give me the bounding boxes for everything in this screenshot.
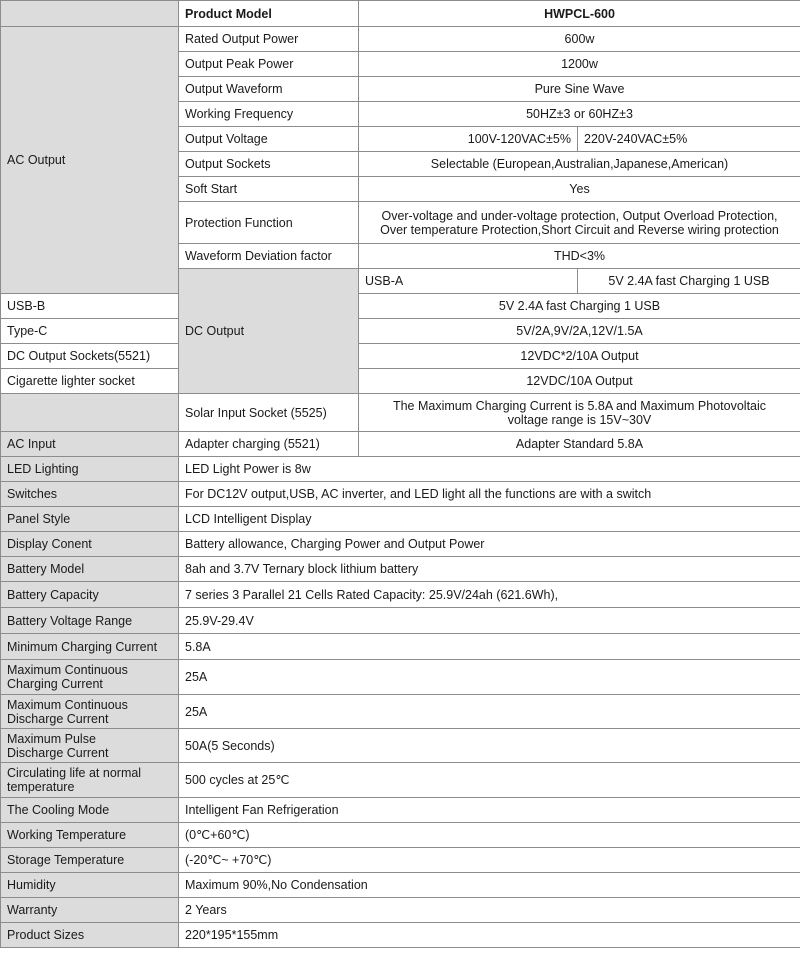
label-line: Maximum Continuous	[7, 663, 128, 677]
label-line: Maximum Pulse	[7, 731, 96, 746]
spec-value: 2 Years	[179, 898, 800, 923]
category-ac-input: AC Input	[1, 432, 179, 457]
spec-value: Adapter Standard 5.8A	[359, 432, 800, 457]
spec-label: USB-A	[359, 269, 578, 294]
spec-value: LCD Intelligent Display	[179, 507, 800, 532]
spec-value: 1200w	[359, 52, 800, 77]
table-row	[1, 634, 800, 660]
table-row	[1, 823, 800, 848]
spec-category: Warranty	[1, 898, 179, 923]
table-row	[1, 369, 800, 394]
spec-label: Waveform Deviation factor	[179, 244, 359, 269]
label-line: Charging Current	[7, 677, 103, 691]
label-line: Discharge Current	[7, 745, 109, 760]
category-solar	[1, 394, 179, 432]
spec-category: Switches	[1, 482, 179, 507]
spec-value: 25.9V-29.4V	[179, 608, 800, 634]
spec-label: Type-C	[1, 319, 179, 344]
table-row	[1, 582, 800, 608]
table-row	[1, 729, 800, 763]
spec-category: Battery Voltage Range	[1, 608, 179, 634]
spec-value: 600w	[359, 27, 800, 52]
label-line: Maximum Continuous	[7, 697, 128, 712]
spec-label: Output Waveform	[179, 77, 359, 102]
table-row	[1, 763, 800, 798]
spec-label: Output Sockets	[179, 152, 359, 177]
spec-label: USB-B	[1, 294, 179, 319]
table-row	[1, 432, 800, 457]
spec-label: Output Peak Power	[179, 52, 359, 77]
table-row	[1, 394, 800, 432]
spec-label: DC Output Sockets(5521)	[1, 344, 179, 369]
spec-category: Battery Capacity	[1, 582, 179, 608]
spec-value: 7 series 3 Parallel 21 Cells Rated Capacity: 25.9V/24ah (621.6Wh),	[179, 582, 800, 608]
table-row	[1, 319, 800, 344]
spec-label: Cigarette lighter socket	[1, 369, 179, 394]
spec-value: For DC12V output,USB, AC inverter, and LED light all the functions are with a switch	[179, 482, 800, 507]
table-row	[1, 695, 800, 729]
spec-value: 5V/2A,9V/2A,12V/1.5A	[359, 319, 800, 344]
spec-category: Storage Temperature	[1, 848, 179, 873]
spec-category-multiline	[1, 660, 179, 695]
spec-category: The Cooling Mode	[1, 798, 179, 823]
spec-value: Pure Sine Wave	[359, 77, 800, 102]
table-row	[1, 848, 800, 873]
spec-value: 220*195*155mm	[179, 923, 800, 948]
table-row	[1, 873, 800, 898]
spec-category: Battery Model	[1, 557, 179, 582]
category-ac-output: AC Output	[1, 27, 179, 294]
table-row	[1, 608, 800, 634]
spec-value: 500 cycles at 25℃	[179, 763, 800, 798]
spec-category-multiline	[1, 729, 179, 763]
spec-value: 25A	[179, 660, 800, 695]
value-line: voltage range is 15V~30V	[507, 412, 652, 427]
spec-label: Adapter charging (5521)	[179, 432, 359, 457]
spec-value: 12VDC/10A Output	[359, 369, 800, 394]
spec-category: Panel Style	[1, 507, 179, 532]
table-row	[1, 923, 800, 948]
spec-value: LED Light Power is 8w	[179, 457, 800, 482]
spec-category: LED Lighting	[1, 457, 179, 482]
header-row	[1, 1, 800, 27]
table-row	[1, 660, 800, 695]
spec-category: Humidity	[1, 873, 179, 898]
label-line: Discharge Current	[7, 711, 109, 726]
spec-label: Protection Function	[179, 202, 359, 244]
spec-label: Solar Input Socket (5525)	[179, 394, 359, 432]
spec-label: Soft Start	[179, 177, 359, 202]
table-row	[1, 507, 800, 532]
spec-value: 5.8A	[179, 634, 800, 660]
spec-label: Output Voltage	[179, 127, 359, 152]
table-row	[1, 532, 800, 557]
value-line: Over-voltage and under-voltage protection, Output Overload Protection,	[381, 208, 778, 223]
table-row	[1, 27, 800, 52]
label-line: Circulating life at normal	[7, 766, 142, 780]
spec-value: 50HZ±3 or 60HZ±3	[359, 102, 800, 127]
spec-value: (-20℃~ +70℃)	[179, 848, 800, 873]
product-model-value: HWPCL-600	[359, 1, 800, 27]
spec-label: Rated Output Power	[179, 27, 359, 52]
value-line: The Maximum Charging Current is 5.8A and Maximum Photovoltaic	[392, 398, 767, 413]
table-row	[1, 557, 800, 582]
spec-category: Minimum Charging Current	[1, 634, 179, 660]
spec-label: Working Frequency	[179, 102, 359, 127]
spec-category-multiline	[1, 763, 179, 798]
spec-value-multiline	[359, 202, 800, 244]
header-blank-cell	[1, 1, 179, 27]
category-dc-output: DC Output	[179, 269, 359, 394]
spec-value: 8ah and 3.7V Ternary block lithium battery	[179, 557, 800, 582]
spec-value: 5V 2.4A fast Charging 1 USB	[359, 294, 800, 319]
table-row	[1, 898, 800, 923]
spec-value: (0℃+60℃)	[179, 823, 800, 848]
spec-value: Yes	[359, 177, 800, 202]
spec-category-multiline	[1, 695, 179, 729]
spec-value: Maximum 90%,No Condensation	[179, 873, 800, 898]
output-voltage-low: 100V-120VAC±5%	[359, 127, 578, 152]
output-voltage-high: 220V-240VAC±5%	[578, 127, 800, 152]
spec-value: Battery allowance, Charging Power and Output Power	[179, 532, 800, 557]
value-line: Over temperature Protection,Short Circuit and Reverse wiring protection	[380, 222, 779, 237]
spec-value: 50A(5 Seconds)	[179, 729, 800, 763]
spec-value: 5V 2.4A fast Charging 1 USB	[578, 269, 800, 294]
product-model-label: Product Model	[179, 1, 359, 27]
spec-category: Working Temperature	[1, 823, 179, 848]
spec-category: Display Conent	[1, 532, 179, 557]
table-row	[1, 482, 800, 507]
table-row	[1, 344, 800, 369]
table-row	[1, 457, 800, 482]
spec-value: THD<3%	[359, 244, 800, 269]
table-row	[1, 294, 800, 319]
table-row	[1, 798, 800, 823]
spec-value-multiline	[359, 394, 800, 432]
label-line: temperature	[7, 780, 75, 794]
spec-value: Selectable (European,Australian,Japanese,American)	[359, 152, 800, 177]
spec-value: Intelligent Fan Refrigeration	[179, 798, 800, 823]
spec-value: 25A	[179, 695, 800, 729]
spec-category: Product Sizes	[1, 923, 179, 948]
spec-value: 12VDC*2/10A Output	[359, 344, 800, 369]
